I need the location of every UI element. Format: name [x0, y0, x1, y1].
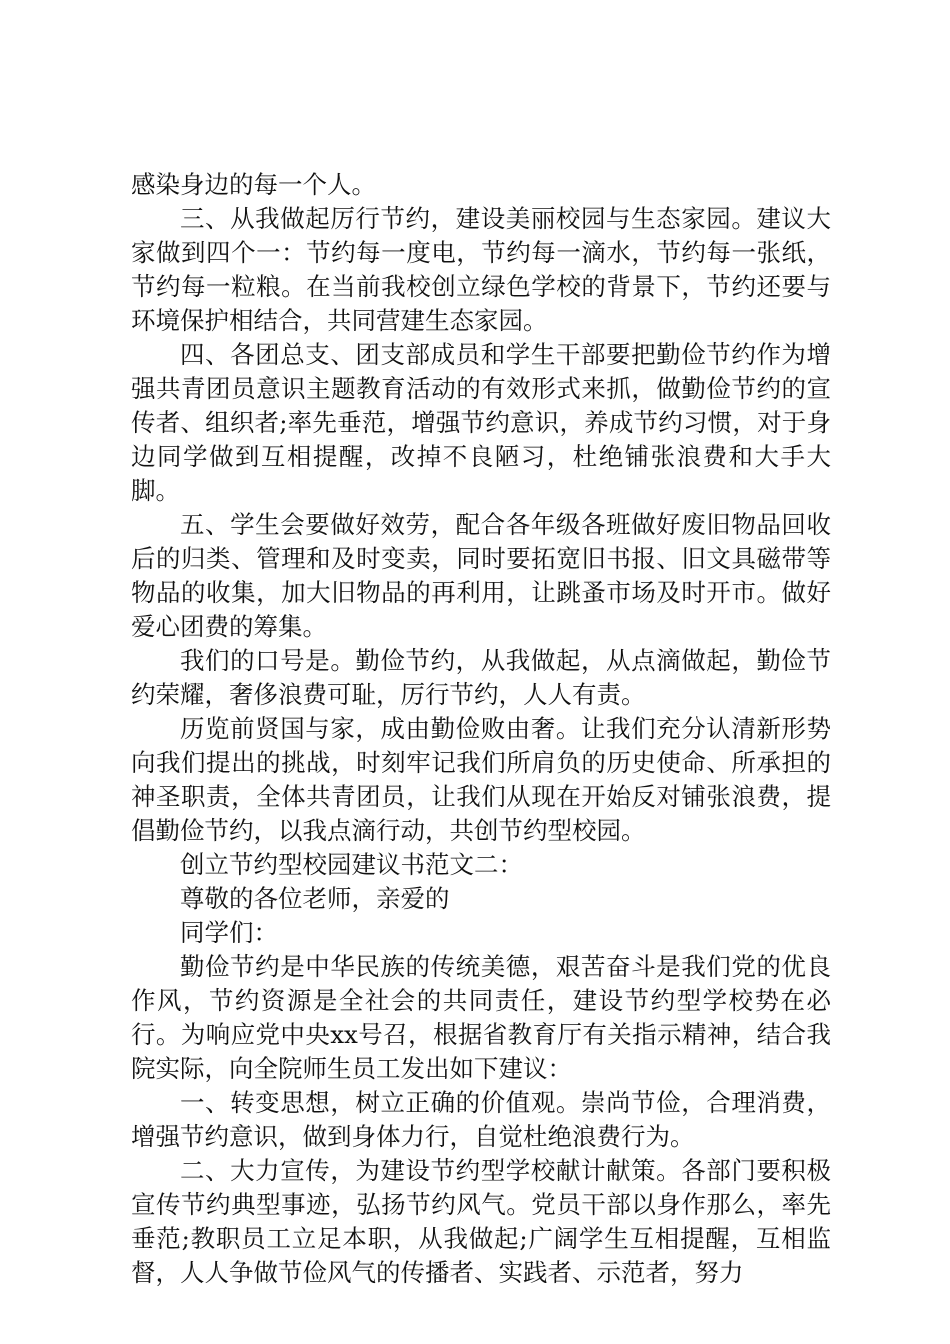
paragraph-continuation: 感染身边的每一个人。 [131, 170, 376, 199]
salutation-line: 尊敬的各位老师，亲爱的 [180, 884, 450, 913]
paragraph-item-two: 二、大力宣传，为建设节约型学校献计献策。各部门要积极宣传节约典型事迹，弘扬节约风气。党员干部以身作那么，率先垂范;教职员工立足本职，从我做起;广阔学生互相提醒，互相监督，人人争做节俭风气的传播者、实践者、示范者，努力 [131, 1156, 831, 1287]
paragraph-slogan: 我们的口号是。勤俭节约，从我做起，从点滴做起，勤俭节约荣耀，奢侈浪费可耻，厉行节约，人人有责。 [131, 646, 831, 709]
paragraph-item-three: 三、从我做起厉行节约，建设美丽校园与生态家园。建议大家做到四个一：节约每一度电，节约每一滴水，节约每一张纸，节约每一粒粮。在当前我校创立绿色学校的背景下，节约还要与环境保护相结合，共同营建生态家园。 [131, 204, 831, 335]
paragraph-intro: 勤俭节约是中华民族的传统美德，艰苦奋斗是我们党的优良作风，节约资源是全社会的共同责任，建设节约型学校势在必行。为响应党中央xx号召，根据省教育厅有关指示精神，结合我院实际，向全院师生员工发出如下建议： [131, 952, 831, 1083]
paragraph-item-five: 五、学生会要做好效劳，配合各年级各班做好废旧物品回收后的归类、管理和及时变卖，同时要拓宽旧书报、旧文具磁带等物品的收集，加大旧物品的再利用，让跳蚤市场及时开市。做好爱心团费的筹集。 [131, 510, 831, 641]
section-heading-sample-two: 创立节约型校园建议书范文二： [180, 850, 523, 879]
paragraph-item-one: 一、转变思想，树立正确的价值观。崇尚节俭，合理消费，增强节约意识，做到身体力行，自觉杜绝浪费行为。 [131, 1088, 831, 1151]
salutation-line-students: 同学们： [180, 918, 278, 947]
document-body [131, 168, 831, 1290]
paragraph-closing: 历览前贤国与家，成由勤俭败由奢。让我们充分认清新形势向我们提出的挑战，时刻牢记我们所肩负的历史使命、所承担的神圣职责，全体共青团员，让我们从现在开始反对铺张浪费，提倡勤俭节约，以我点滴行动，共创节约型校园。 [131, 714, 831, 845]
paragraph-item-four: 四、各团总支、团支部成员和学生干部要把勤俭节约作为增强共青团员意识主题教育活动的有效形式来抓，做勤俭节约的宣传者、组织者;率先垂范，增强节约意识，养成节约习惯，对于身边同学做到互相提醒，改掉不良陋习，杜绝铺张浪费和大手大脚。 [131, 340, 831, 505]
